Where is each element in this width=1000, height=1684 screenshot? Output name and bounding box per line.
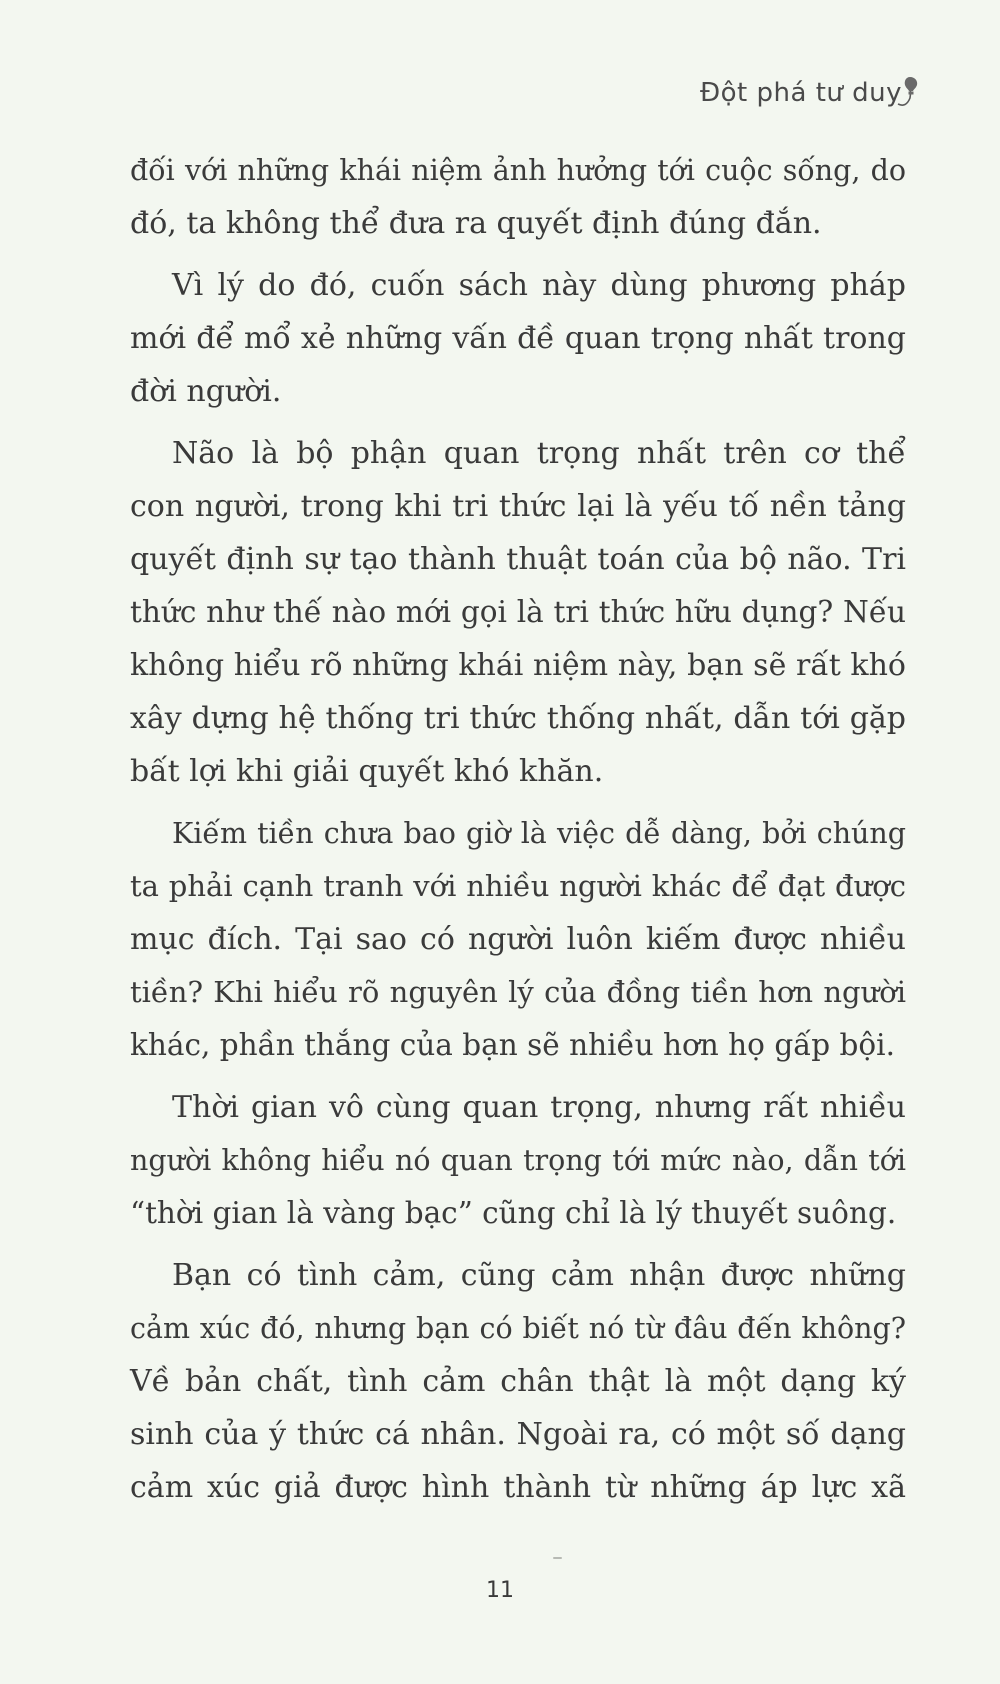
running-title: Đột phá tư duy: [700, 78, 902, 108]
lightbulb-icon: [896, 74, 924, 114]
page-number: 11: [486, 1578, 514, 1603]
text-line: Bạn có tình cảm, cũng cảm nhận được những: [172, 1258, 906, 1293]
text-line: đó, ta không thể đưa ra quyết định đúng đắn.: [130, 206, 822, 241]
text-line: đối với những khái niệm ảnh hưởng tới cuộc sống, do: [130, 154, 906, 187]
text-line: cảm xúc giả được hình thành từ những áp lực xã: [130, 1470, 906, 1505]
text-line: Kiếm tiền chưa bao giờ là việc dễ dàng, bởi chúng: [172, 817, 906, 850]
text-line: ta phải cạnh tranh với nhiều người khác để đạt được: [130, 869, 906, 903]
body-text: [130, 144, 906, 1523]
text-line: mới để mổ xẻ những vấn đề quan trọng nhất trong: [130, 321, 906, 356]
paragraph-5: [130, 1081, 906, 1240]
text-line: đời người.: [130, 374, 282, 409]
text-line: tiền? Khi hiểu rõ nguyên lý của đồng tiền hơn người: [130, 975, 906, 1009]
text-line: thức như thế nào mới gọi là tri thức hữu dụng? Nếu: [130, 595, 906, 629]
text-line: quyết định sự tạo thành thuật toán của bộ não. Tri: [130, 542, 906, 577]
text-line: “thời gian là vàng bạc” cũng chỉ là lý thuyết suông.: [130, 1196, 897, 1230]
text-line: bất lợi khi giải quyết khó khăn.: [130, 754, 604, 789]
text-line: xây dựng hệ thống tri thức thống nhất, dẫn tới gặp: [130, 701, 906, 736]
text-line: Vì lý do đó, cuốn sách này dùng phương pháp: [172, 268, 906, 303]
text-line: sinh của ý thức cá nhân. Ngoài ra, có một số dạng: [130, 1417, 906, 1452]
paragraph-6: [130, 1249, 906, 1514]
text-line: mục đích. Tại sao có người luôn kiếm được nhiều: [130, 922, 906, 957]
running-head: [700, 74, 924, 114]
paragraph-1: [130, 144, 906, 250]
text-line: cảm xúc đó, nhưng bạn có biết nó từ đâu đến không?: [130, 1312, 906, 1345]
text-line: người không hiểu nó quan trọng tới mức nào, dẫn tới: [130, 1144, 906, 1177]
paragraph-2: [130, 259, 906, 418]
paragraph-3: [130, 427, 906, 798]
text-line: Não là bộ phận quan trọng nhất trên cơ thể: [172, 436, 906, 471]
text-line: Thời gian vô cùng quan trọng, nhưng rất nhiều: [172, 1090, 906, 1125]
paragraph-4: [130, 807, 906, 1072]
text-line: không hiểu rõ những khái niệm này, bạn sẽ rất khó: [130, 648, 906, 683]
print-speck: [553, 1557, 562, 1559]
text-line: khác, phần thắng của bạn sẽ nhiều hơn họ gấp bội.: [130, 1028, 895, 1062]
text-line: con người, trong khi tri thức lại là yếu tố nền tảng: [130, 489, 906, 524]
text-line: Về bản chất, tình cảm chân thật là một dạng ký: [130, 1364, 906, 1399]
